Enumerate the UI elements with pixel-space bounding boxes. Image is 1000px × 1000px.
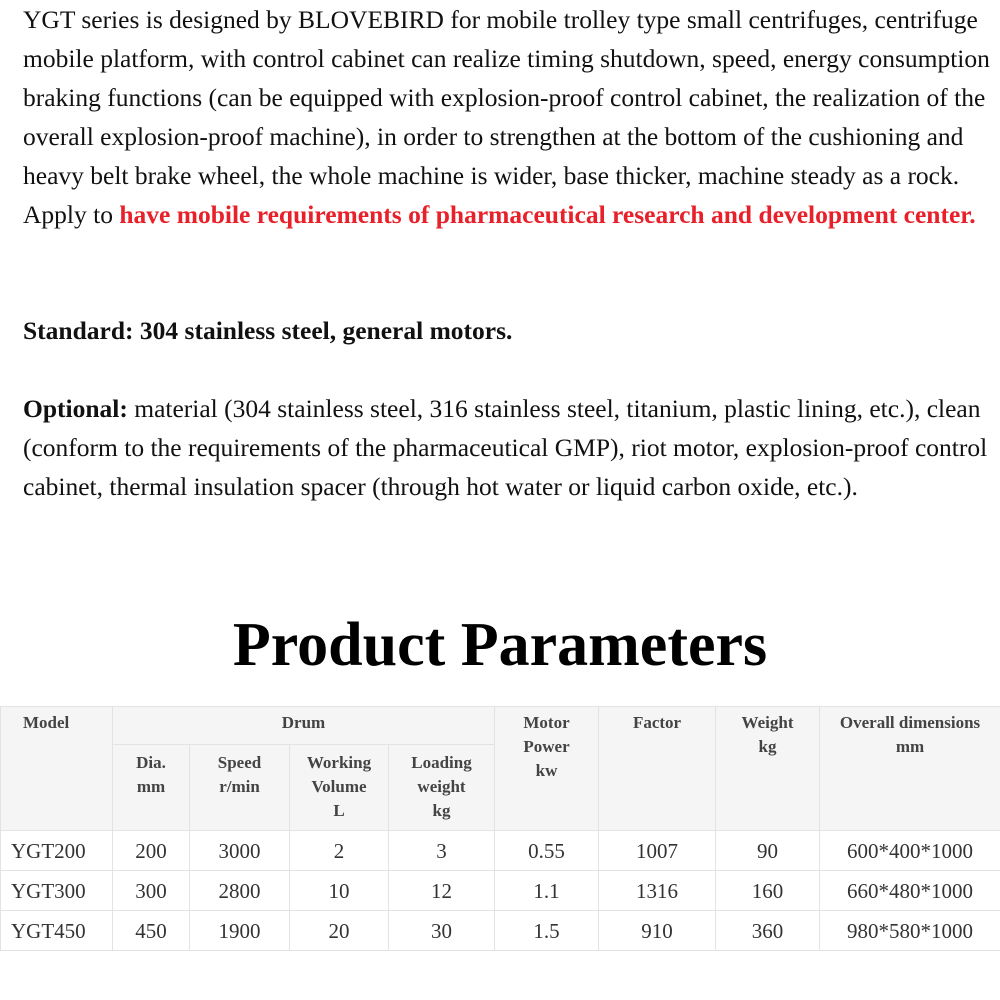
header-motor-power: Motor Power kw — [495, 707, 599, 831]
cell-weight: 90 — [716, 831, 820, 871]
table-row — [1, 911, 1000, 951]
cell-dia: 200 — [113, 831, 190, 871]
cell-factor: 1007 — [599, 831, 716, 871]
header-overall-dimensions: Overall dimensions mm — [820, 707, 1000, 831]
cell-working-volume: 10 — [290, 871, 389, 911]
cell-model: YGT300 — [1, 871, 113, 911]
cell-speed: 2800 — [190, 871, 290, 911]
optional-paragraph — [23, 389, 998, 506]
header-model: Model — [1, 707, 113, 831]
cell-working-volume: 2 — [290, 831, 389, 871]
cell-model: YGT450 — [1, 911, 113, 951]
cell-factor: 1316 — [599, 871, 716, 911]
cell-motor-power: 1.5 — [495, 911, 599, 951]
cell-weight: 160 — [716, 871, 820, 911]
table-row — [1, 871, 1000, 911]
parameters-table — [0, 706, 1000, 951]
header-weight: Weight kg — [716, 707, 820, 831]
cell-motor-power: 0.55 — [495, 831, 599, 871]
header-working-volume: Working Volume L — [290, 745, 389, 831]
cell-loading-weight: 3 — [389, 831, 495, 871]
optional-text: material (304 stainless steel, 316 stainless steel, titanium, plastic lining, etc.), clean (conform to the requirements of the pharmaceutical GMP), riot motor, explosion-proof control cabinet, thermal insulation spacer (through hot water or liquid carbon oxide, etc.). — [23, 394, 988, 501]
intro-text: YGT series is designed by BLOVEBIRD for mobile trolley type small centrifuges, centrifuge mobile platform, with control cabinet can realize timing shutdown, speed, energy consumption braking functions (can be equipped with explosion-proof control cabinet, the realization of the overall explosion-proof machine), in order to strengthen at the bottom of the cushioning and heavy belt brake wheel, the whole machine is wider, base thicker, machine steady as a rock. Apply to — [23, 5, 990, 229]
header-drum: Drum — [113, 707, 495, 745]
cell-motor-power: 1.1 — [495, 871, 599, 911]
header-speed: Speed r/min — [190, 745, 290, 831]
table-header-row — [1, 707, 1000, 745]
cell-overall-dimensions: 660*480*1000 — [820, 871, 1000, 911]
cell-overall-dimensions: 980*580*1000 — [820, 911, 1000, 951]
cell-dia: 300 — [113, 871, 190, 911]
table-row — [1, 831, 1000, 871]
cell-dia: 450 — [113, 911, 190, 951]
standard-text: Standard: 304 stainless steel, general motors. — [23, 316, 513, 345]
cell-weight: 360 — [716, 911, 820, 951]
header-loading-weight: Loading weight kg — [389, 745, 495, 831]
cell-speed: 1900 — [190, 911, 290, 951]
product-parameters-heading: Product Parameters — [232, 611, 768, 679]
cell-working-volume: 20 — [290, 911, 389, 951]
standard-paragraph — [23, 311, 998, 350]
intro-highlight: have mobile requirements of pharmaceutical research and development center. — [119, 200, 976, 229]
header-factor: Factor — [599, 707, 716, 831]
cell-loading-weight: 12 — [389, 871, 495, 911]
cell-loading-weight: 30 — [389, 911, 495, 951]
cell-overall-dimensions: 600*400*1000 — [820, 831, 1000, 871]
cell-model: YGT200 — [1, 831, 113, 871]
header-dia: Dia. mm — [113, 745, 190, 831]
cell-speed: 3000 — [190, 831, 290, 871]
intro-paragraph — [23, 0, 998, 234]
cell-factor: 910 — [599, 911, 716, 951]
optional-label: Optional: — [23, 394, 128, 423]
